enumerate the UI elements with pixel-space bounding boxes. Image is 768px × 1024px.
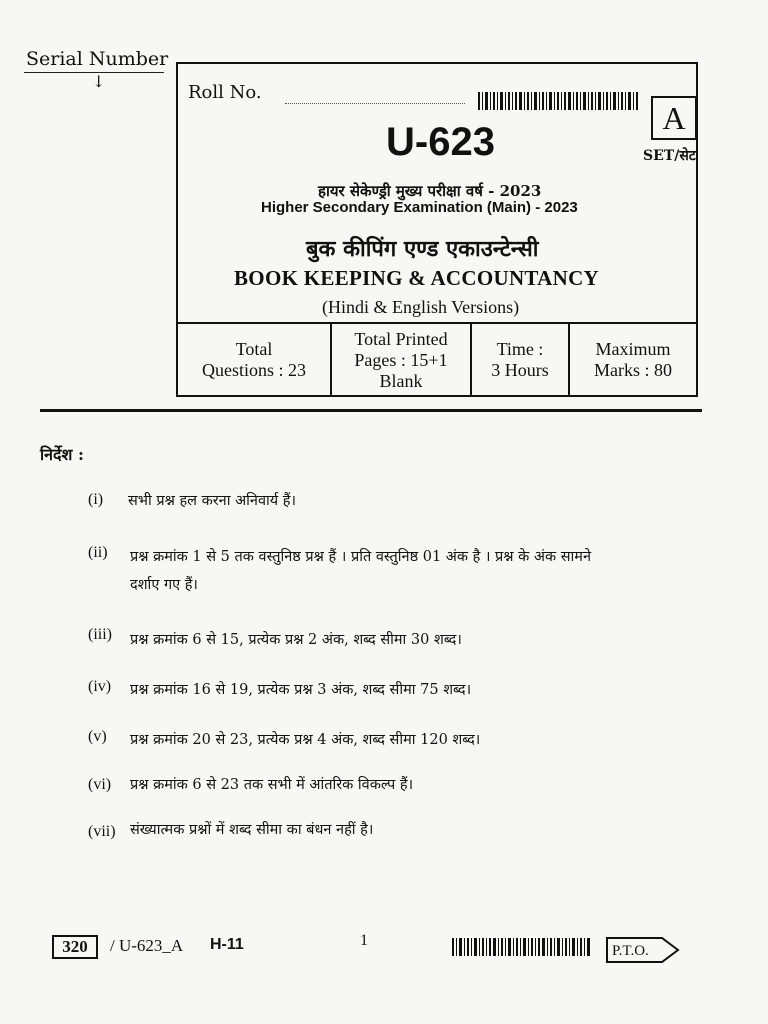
instruction-text-continued: दर्शाए गए हैं। — [130, 577, 198, 593]
total-pages-line1: Total Printed — [354, 328, 448, 349]
instruction-number: (iii) — [88, 626, 112, 643]
instruction-text: प्रश्न क्रमांक 16 से 19, प्रत्येक प्रश्न 3 अंक, शब्द सीमा 75 शब्द। — [130, 682, 472, 698]
instruction-item — [88, 625, 112, 645]
total-pages-cell — [332, 324, 472, 396]
total-pages-line3: Blank — [379, 370, 423, 391]
max-marks-value: Marks : 80 — [594, 360, 672, 380]
instruction-item — [88, 727, 107, 747]
paper-code: U-623 — [386, 120, 495, 164]
total-pages-line2: Pages : 15+1 — [354, 349, 448, 370]
instruction-text: सभी प्रश्न हल करना अनिवार्य हैं। — [128, 493, 297, 509]
max-marks-label: Maximum — [595, 339, 671, 359]
exam-title-hindi: हायर सेकेण्ड्री मुख्य परीक्षा वर्ष - 2023 — [318, 182, 542, 200]
total-questions-value: Questions : 23 — [201, 360, 306, 380]
roll-number-field — [285, 102, 465, 104]
down-arrow-icon: ↓ — [92, 72, 106, 91]
instruction-item — [88, 822, 116, 842]
versions-note: (Hindi & English Versions) — [322, 297, 520, 317]
instruction-number: (i) — [88, 491, 104, 508]
total-questions-cell — [178, 324, 332, 396]
instruction-item — [88, 775, 111, 795]
footer-paper-code: / U-623_A — [110, 936, 184, 955]
roll-number-label: Roll No. — [188, 82, 262, 103]
pto-label: P.T.O. — [612, 943, 649, 959]
total-questions-label: Total — [235, 339, 273, 359]
instruction-item — [88, 490, 103, 510]
instruction-text: प्रश्न क्रमांक 6 से 23 तक सभी में आंतरिक विकल्प हैं। — [130, 777, 414, 793]
instruction-item — [88, 677, 111, 697]
paper-info-table — [178, 322, 696, 396]
instruction-number: (v) — [88, 728, 107, 745]
instruction-number: (iv) — [88, 678, 112, 695]
section-divider — [40, 409, 702, 412]
max-marks-cell — [570, 324, 696, 396]
set-letter-box: A — [651, 96, 697, 140]
instruction-text: प्रश्न क्रमांक 6 से 15, प्रत्येक प्रश्न 2 अंक, शब्द सीमा 30 शब्द। — [130, 632, 462, 648]
set-label: SET/सेट — [643, 148, 696, 164]
subject-title-hindi: बुक कीपिंग एण्ड एकाउन्टेन्सी — [306, 236, 539, 262]
footer-series: H-11 — [210, 936, 244, 953]
instruction-text: प्रश्न क्रमांक 20 से 23, प्रत्येक प्रश्न 4 अंक, शब्द सीमा 120 शब्द। — [130, 732, 481, 748]
instruction-text: प्रश्न क्रमांक 1 से 5 तक वस्तुनिष्ठ प्रश्न हैं । प्रति वस्तुनिष्ठ 01 अंक है । प्रश्न के अंक सामने — [130, 549, 592, 565]
instruction-number: (ii) — [88, 544, 108, 561]
exam-title-english: Higher Secondary Examination (Main) - 2023 — [261, 199, 578, 216]
barcode-bottom — [452, 938, 592, 956]
page-number: 1 — [360, 932, 368, 949]
instructions-title: निर्देश : — [40, 445, 84, 464]
subject-title-english: BOOK KEEPING & ACCOUNTANCY — [234, 266, 600, 290]
pto-arrow-icon — [606, 935, 680, 965]
instruction-text: संख्यात्मक प्रश्नों में शब्द सीमा का बंधन नहीं है। — [130, 822, 374, 838]
instruction-number: (vi) — [88, 776, 112, 793]
instruction-number: (vii) — [88, 823, 116, 840]
time-label: Time : — [496, 339, 544, 359]
serial-number-label: Serial Number — [26, 48, 169, 70]
barcode-top — [478, 92, 640, 110]
footer-number-box: 320 — [52, 935, 98, 959]
instruction-item — [88, 543, 108, 563]
time-cell — [472, 324, 570, 396]
time-value: 3 Hours — [491, 360, 549, 380]
